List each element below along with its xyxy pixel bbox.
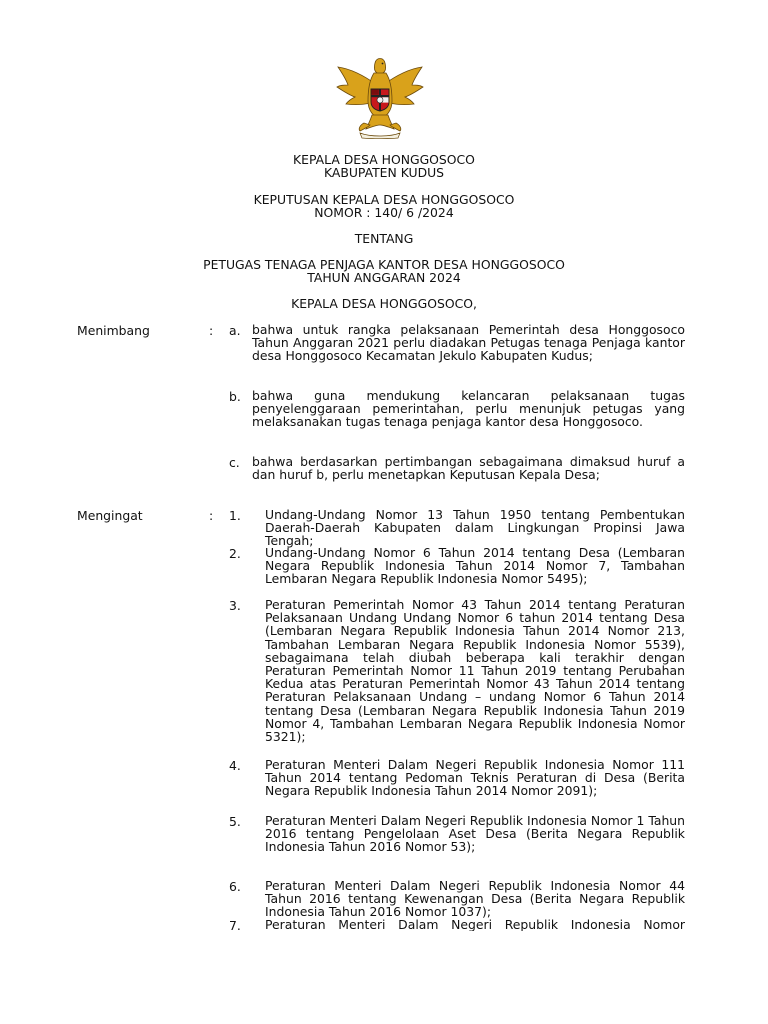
- item-text: bahwa untuk rangka pelaksanaan Pemerintah desa Honggosoco Tahun Anggaran 2021 perlu diadakan Petugas tenaga Penjaga kantor desa Honggosoco Kecamatan Jekulo Kabupaten Kudus;: [252, 322, 685, 364]
- item-marker: 7.: [229, 918, 241, 933]
- item-marker: 5.: [229, 814, 241, 829]
- header-line-2: KABUPATEN KUDUS: [323, 165, 445, 180]
- item-text: Peraturan Menteri Dalam Negeri Republik Indonesia Nomor 111 Tahun 2014 tentang Pedoman Teknis Peraturan di Desa (Berita Negara Republik Indonesia Tahun 2014 Nomor 2091);: [265, 757, 685, 799]
- mengingat-item-6: [229, 879, 685, 919]
- item-marker: b.: [229, 389, 241, 404]
- item-text: Peraturan Menteri Dalam Negeri Republik Indonesia Nomor 44 Tahun 2016 tentang Kewenangan Desa (Berita Negara Republik Indonesia Tahun 2016 Nomor 1037);: [265, 878, 685, 920]
- menimbang-item-b: [229, 389, 685, 429]
- item-text: Peraturan Menteri Dalam Negeri Republik Indonesia Nomor 1 Tahun 2016 tentang Pengelolaan Aset Desa (Berita Negara Republik Indonesia Tahun 2016 Nomor 53);: [265, 813, 685, 855]
- item-text: bahwa guna mendukung kelancaran pelaksanaan tugas penyelenggaraan pemerintahan, perlu menunjuk petugas yang melaksanakan tugas tenaga penjaga kantor desa Honggosoco.: [252, 388, 685, 430]
- mengingat-item-3: [229, 598, 685, 743]
- item-marker: 4.: [229, 758, 241, 773]
- item-marker: a.: [229, 323, 241, 338]
- item-marker: 3.: [229, 598, 241, 613]
- item-text: Peraturan Menteri Dalam Negeri Republik Indonesia Nomor: [265, 918, 685, 931]
- subject-line-1: PETUGAS TENAGA PENJAGA KANTOR DESA HONGGOSOCO: [203, 257, 565, 272]
- decree-number: NOMOR : 140/ 6 /2024: [314, 205, 454, 220]
- mengingat-label: Mengingat: [77, 508, 143, 523]
- item-text: bahwa berdasarkan pertimbangan sebagaimana dimaksud huruf a dan huruf b, perlu menetapkan Keputusan Kepala Desa;: [252, 454, 685, 483]
- item-marker: 2.: [229, 546, 241, 561]
- menimbang-item-c: [229, 455, 685, 481]
- item-marker: 6.: [229, 879, 241, 894]
- item-marker: c.: [229, 455, 240, 470]
- mengingat-item-4: [229, 758, 685, 798]
- issuer-line: KEPALA DESA HONGGOSOCO,: [291, 296, 477, 311]
- mengingat-item-7: [229, 918, 685, 931]
- garuda-emblem-icon: [330, 55, 430, 139]
- item-marker: 1.: [229, 508, 241, 523]
- mengingat-item-5: [229, 814, 685, 854]
- mengingat-colon: :: [209, 508, 214, 523]
- item-text: Undang-Undang Nomor 6 Tahun 2014 tentang Desa (Lembaran Negara Republik Indonesia Tahun 2014 Nomor 7, Tambahan Lembaran Negara Republik Indonesia Nomor 5495);: [265, 545, 685, 587]
- menimbang-colon: :: [209, 323, 214, 338]
- decree-title: KEPUTUSAN KEPALA DESA HONGGOSOCO: [253, 192, 515, 207]
- mengingat-item-2: [229, 546, 685, 586]
- mengingat-item-1: [229, 508, 685, 548]
- header-line-1: KEPALA DESA HONGGOSOCO: [293, 152, 475, 167]
- menimbang-item-a: [229, 323, 685, 363]
- item-text: Undang-Undang Nomor 13 Tahun 1950 tentang Pembentukan Daerah-Daerah Kabupaten dalam Lingkungan Propinsi Jawa Tengah;: [265, 507, 685, 549]
- item-text: Peraturan Pemerintah Nomor 43 Tahun 2014 tentang Peraturan Pelaksanaan Undang Undang Nomor 6 tahun 2014 tentang Desa (Lembaran Negara Republik Indonesia Tahun 2014 Nomor 213, Tambahan Lembaran Negara Republik Indonesia Nomor 5539), sebagaimana telah diubah beberapa kali terakhir dengan Peraturan Pemerintah Nomor 11 Tahun 2019 tentang Perubahan Kedua atas Peraturan Pemerintah Nomor 43 Tahun 2014 tentang Peraturan Pelaksanaan Undang – undang Nomor 6 Tahun 2014 tentang Desa (Lembaran Negara Republik Indonesia Tahun 2019 Nomor 4, Tambahan Lembaran Negara Republik Indonesia Nomor 5321);: [265, 597, 685, 745]
- about-heading: TENTANG: [354, 231, 414, 246]
- subject-line-2: TAHUN ANGGARAN 2024: [307, 270, 461, 285]
- menimbang-label: Menimbang: [77, 323, 150, 338]
